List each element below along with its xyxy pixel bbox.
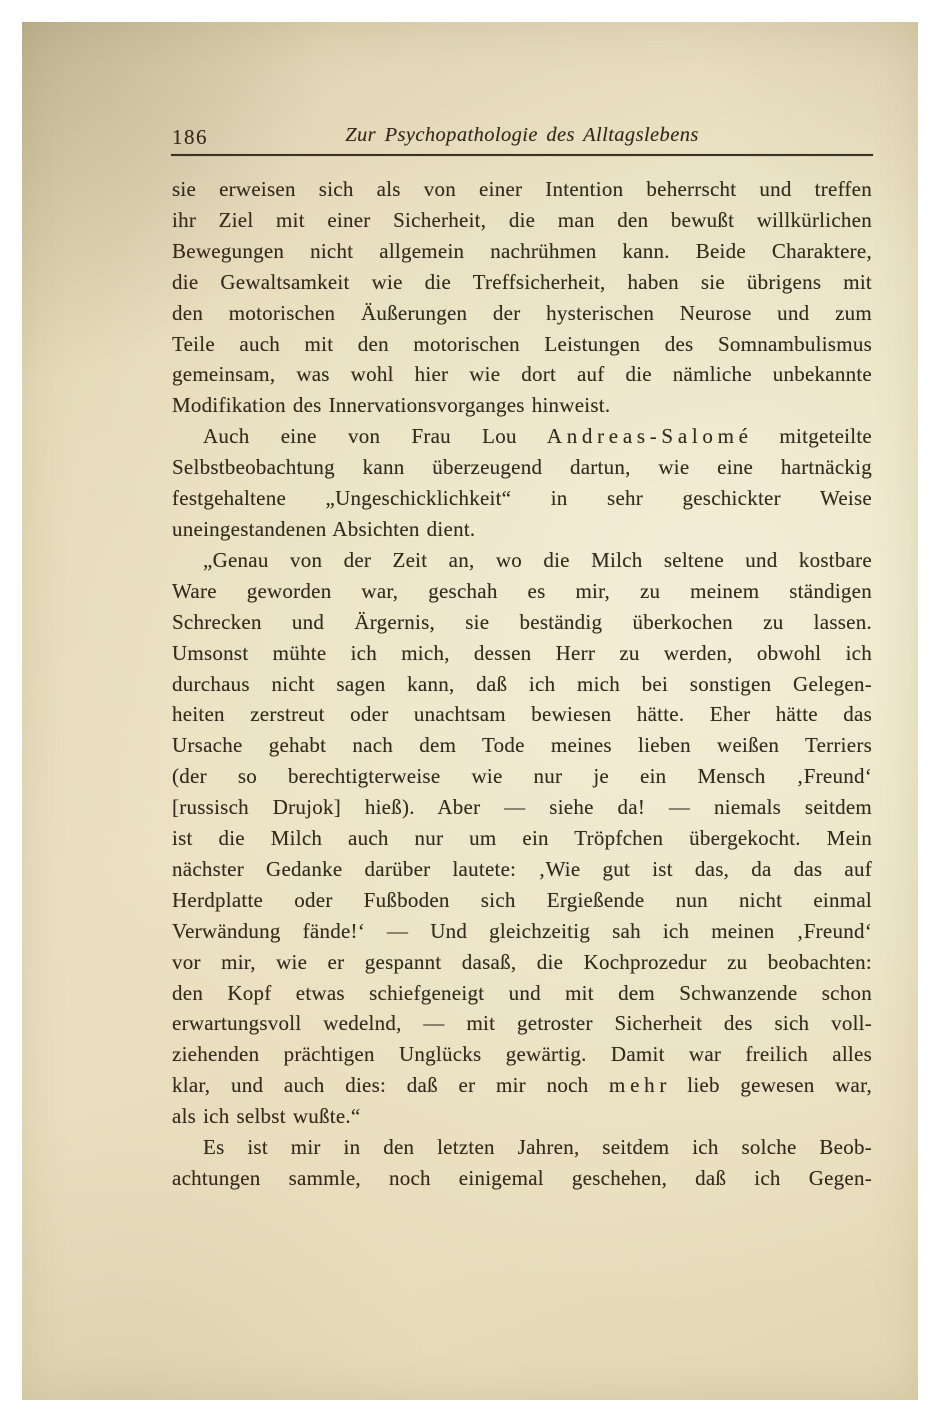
text-line: festgehaltene „Ungeschicklichkeit“ in sehr geschickter Weise — [172, 486, 872, 511]
text-line: die Gewaltsamkeit wie die Treffsicherheit, haben sie übrigens mit — [172, 269, 872, 294]
text-line: „Genau von der Zeit an, wo die Milch seltene und kostbare — [203, 547, 872, 572]
text-line: ihr Ziel mit einer Sicherheit, die man den bewußt willkürlichen — [172, 207, 872, 232]
page-scan — [22, 22, 918, 1400]
page-number: 186 — [172, 125, 208, 149]
text-line: Modifikation des Innervationsvorganges hinweist. — [172, 393, 611, 418]
text-line: klar, und auch dies: daß er mir noch m e h r lieb gewesen war, — [172, 1073, 872, 1098]
text-line: ist die Milch auch nur um ein Tröpfchen übergekocht. Mein — [172, 826, 872, 851]
header-rule — [171, 154, 873, 156]
text-line: nächster Gedanke darüber lautete: ‚Wie gut ist das, da das auf — [172, 856, 872, 881]
text-line: Teile auch mit den motorischen Leistungen des Somnambulismus — [172, 331, 872, 356]
body-text — [172, 174, 872, 1194]
text-line: uneingestandenen Absichten dient. — [172, 516, 476, 541]
text-line: Herdplatte oder Fußboden sich Ergießende nun nicht einmal — [172, 887, 872, 912]
text-line: erwartungsvoll wedelnd, — mit getroster Sicherheit des sich voll- — [172, 1011, 872, 1036]
text-line: Bewegungen nicht allgemein nachrühmen kann. Beide Charaktere, — [172, 238, 872, 263]
text-line: vor mir, wie er gespannt dasaß, die Kochprozedur zu beobachten: — [172, 949, 872, 974]
text-line: Ware geworden war, geschah es mir, zu meinem ständigen — [172, 578, 872, 603]
text-line: Es ist mir in den letzten Jahren, seitdem ich solche Beob- — [203, 1135, 872, 1160]
text-line: achtungen sammle, noch einigemal geschehen, daß ich Gegen- — [172, 1166, 872, 1190]
text-line: heiten zerstreut oder unachtsam bewiesen hätte. Eher hätte das — [172, 702, 872, 727]
text-line: Auch eine von Frau Lou A n d r e a s - S a l o m é mitgeteilte — [203, 424, 872, 449]
text-line: den Kopf etwas schiefgeneigt und mit dem Schwanzende schon — [172, 980, 872, 1005]
text-line: durchaus nicht sagen kann, daß ich mich bei sonstigen Gelegen- — [172, 671, 872, 696]
text-line: ziehenden prächtigen Unglücks gewärtig. Damit war freilich alles — [172, 1042, 872, 1067]
text-line: gemeinsam, was wohl hier wie dort auf die nämliche unbekannte — [172, 362, 872, 387]
text-line: [russisch Drujok] hieß). Aber — siehe da! — niemals seitdem — [172, 795, 872, 820]
text-line: Schrecken und Ärgernis, sie beständig überkochen zu lassen. — [172, 609, 872, 634]
text-line: Verwändung fände!‘ — Und gleichzeitig sah ich meinen ‚Freund‘ — [172, 918, 872, 943]
running-header: Zur Psychopathologie des Alltagslebens — [345, 124, 699, 146]
text-line: sie erweisen sich als von einer Intention beherrscht und treffen — [172, 177, 872, 201]
text-line: Ursache gehabt nach dem Tode meines lieben weißen Terriers — [172, 733, 872, 758]
text-line: als ich selbst wußte.“ — [172, 1104, 361, 1129]
text-line: den motorischen Äußerungen der hysterischen Neurose und zum — [172, 300, 872, 325]
text-line: Selbstbeobachtung kann überzeugend dartun, wie eine hartnäckig — [172, 455, 872, 480]
text-line: (der so berechtigterweise wie nur je ein Mensch ‚Freund‘ — [172, 764, 872, 789]
text-line: Umsonst mühte ich mich, dessen Herr zu werden, obwohl ich — [172, 640, 872, 665]
